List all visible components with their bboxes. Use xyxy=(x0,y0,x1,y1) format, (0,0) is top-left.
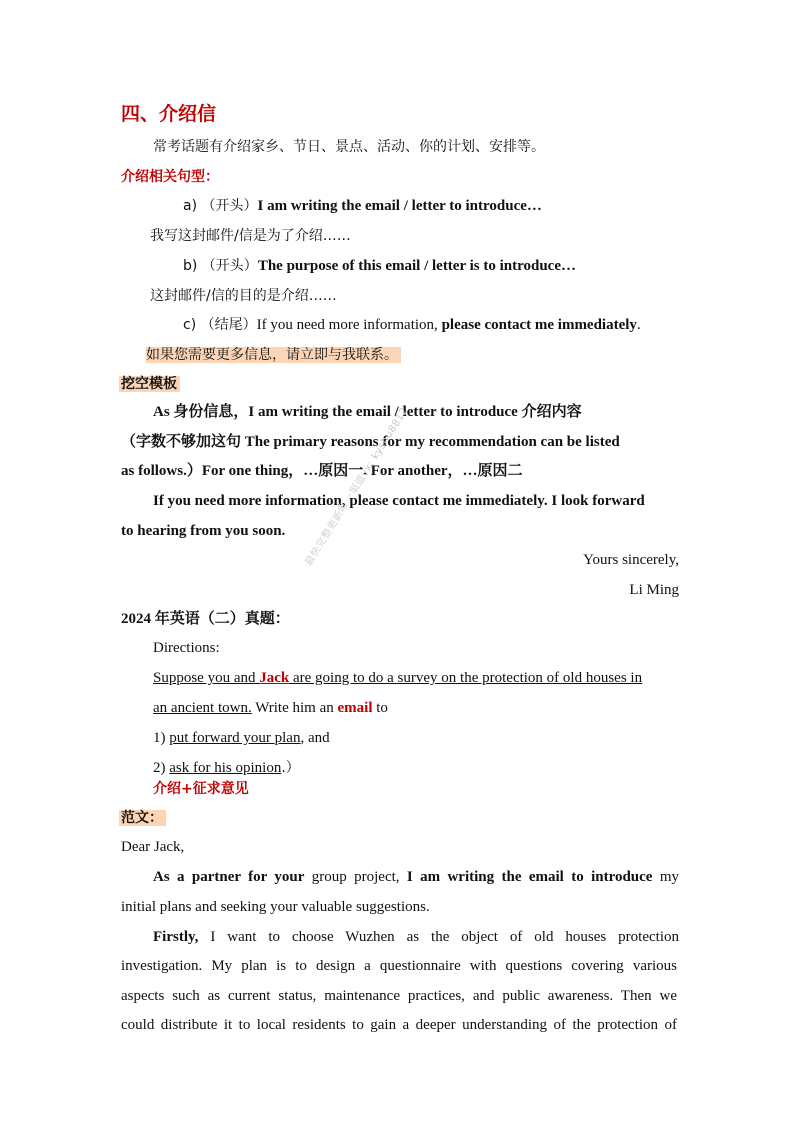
s1-t2: my xyxy=(652,869,680,885)
sample-label: 范文： xyxy=(119,810,166,826)
sample-label-wrap xyxy=(119,808,166,828)
directions-item-2 xyxy=(153,758,300,778)
pattern-b xyxy=(183,256,576,276)
exam-note: 介绍+征求意见 xyxy=(153,781,249,797)
s2-firstly: Firstly, xyxy=(153,929,199,945)
dir1-jack: Jack xyxy=(259,670,290,686)
template-line-3: as follows.）For one thing，…原因一. For another，…原因二 xyxy=(121,463,523,479)
dir2-b: Write him an xyxy=(251,700,338,716)
greeting: Dear Jack, xyxy=(121,839,185,855)
sample-p2-line3: aspects such as current status, maintenance practices, and public awareness. Then we xyxy=(121,988,677,1004)
s1-b2: I am writing the email to introduce xyxy=(406,869,653,885)
pattern-a-chinese: 我写这封邮件/信是为了介绍…… xyxy=(150,228,351,244)
template-line-1: As 身份信息，I am writing the email / letter to introduce 介绍内容 xyxy=(153,404,582,420)
sample-p2-line1 xyxy=(153,927,679,947)
item2-num: 2) xyxy=(153,760,170,776)
pattern-c xyxy=(183,315,641,335)
s1-t1: group project, xyxy=(304,869,407,885)
pattern-c-english-end: . xyxy=(636,317,641,333)
item1-text: put forward your plan xyxy=(169,730,301,746)
pattern-b-marker: b) （开头） xyxy=(183,258,258,274)
directions-label: Directions: xyxy=(153,640,220,656)
s2-l1: I want to choose Wuzhen as the object of old houses protection xyxy=(198,929,679,945)
dir2-c: to xyxy=(372,700,388,716)
directions-line-1 xyxy=(153,668,642,688)
pattern-b-english: The purpose of this email / letter is to introduce… xyxy=(257,258,576,274)
item1-end: , and xyxy=(300,730,330,746)
pattern-c-marker: c) （结尾） xyxy=(183,317,257,333)
item2-end: .） xyxy=(281,760,300,776)
directions-line-2 xyxy=(153,698,388,718)
directions-item-1 xyxy=(153,728,330,748)
closing: Yours sincerely, xyxy=(583,552,679,568)
template-line-5: to hearing from you soon. xyxy=(121,523,286,539)
sample-p1-line2: initial plans and seeking your valuable suggestions. xyxy=(121,899,430,915)
watermark-text: 最快完整更新唯一渠道vx: kyshu8812 xyxy=(303,405,411,568)
exam-title: 2024 年英语（二）真题： xyxy=(121,611,290,627)
pattern-a-english: I am writing the email / letter to introduce… xyxy=(257,198,542,214)
item2-text: ask for his opinion xyxy=(169,760,282,776)
template-line-4: If you need more information, please contact me immediately. I look forward xyxy=(153,493,645,509)
template-line-2: （字数不够加这句 The primary reasons for my recommendation can be listed xyxy=(121,434,620,450)
template-label-wrap xyxy=(119,374,180,394)
section-intro: 常考话题有介绍家乡、节日、景点、活动、你的计划、安排等。 xyxy=(153,139,545,155)
pattern-b-chinese: 这封邮件/信的目的是介绍…… xyxy=(150,288,337,304)
dir2-a: an ancient town. xyxy=(153,700,252,716)
pattern-c-chinese-highlight: 如果您需要更多信息，请立即与我联系。 xyxy=(146,347,401,363)
sample-p2-line4: could distribute it to local residents to gain a deeper understanding of the protection of xyxy=(121,1017,677,1033)
pattern-c-chinese xyxy=(146,345,401,365)
dir1-a: Suppose you and xyxy=(153,670,260,686)
item1-num: 1) xyxy=(153,730,170,746)
section-title: 四、介绍信 xyxy=(121,103,217,125)
sentence-patterns-label: 介绍相关句型： xyxy=(121,169,219,185)
template-label: 挖空模板 xyxy=(119,376,180,392)
pattern-a-marker: a) （开头） xyxy=(183,198,258,214)
s1-b1: As a partner for your xyxy=(153,869,305,885)
signature: Li Ming xyxy=(629,582,679,598)
sample-p2-line2: investigation. My plan is to design a questionnaire with questions covering various xyxy=(121,958,677,974)
pattern-c-english-bold: please contact me immediately xyxy=(441,317,637,333)
sample-p1-line1 xyxy=(153,867,679,887)
dir1-b: are going to do a survey on the protection of old houses in xyxy=(289,670,643,686)
pattern-c-english-plain: If you need more information, xyxy=(256,317,442,333)
dir2-email: email xyxy=(337,700,373,716)
pattern-a xyxy=(183,196,542,216)
